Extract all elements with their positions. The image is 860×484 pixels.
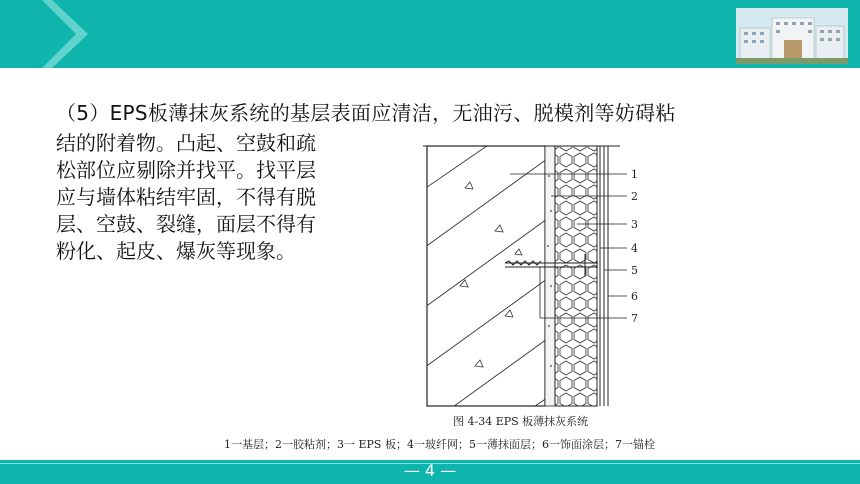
paragraph-line: 结的附着物。凸起、空鼓和疏 [56,131,316,155]
header-chevron-icon [0,0,100,68]
paragraph-line: 松部位应剔除并找平。找平层 [56,158,316,182]
paragraph-wrapped [56,130,390,265]
diagram-label-6: 6 [631,290,638,303]
paragraph-line: 应与墙体粘结牢固，不得有脱 [56,185,316,209]
diagram-label-7: 7 [631,312,638,325]
diagram-label-3: 3 [631,218,638,231]
paragraph-first-line: （5）EPS板薄抹灰系统的基层表面应清洁，无油污、脱模剂等妨碍粘 [56,101,676,125]
paragraph-line: 粉化、起皮、爆灰等现象。 [56,239,296,263]
header-bar [0,0,860,68]
diagram-label-2: 2 [631,190,638,203]
campus-building-logo [736,8,848,64]
figure-legend: 1一基层；2一胶粘剂；3一 EPS 板；4一玻纤网；5一薄抹面层；6一饰面涂层；7一锚栓 [224,438,655,451]
page-number: — 4 — [403,461,457,480]
diagram-label-5: 5 [631,264,638,277]
paragraph-line: 层、空鼓、裂缝，面层不得有 [56,212,316,236]
figure-caption: 图 4-34 EPS 板薄抹灰系统 [453,415,589,428]
diagram-label-4: 4 [631,242,638,255]
diagram-label-1: 1 [631,168,638,181]
eps-system-diagram [405,136,815,456]
